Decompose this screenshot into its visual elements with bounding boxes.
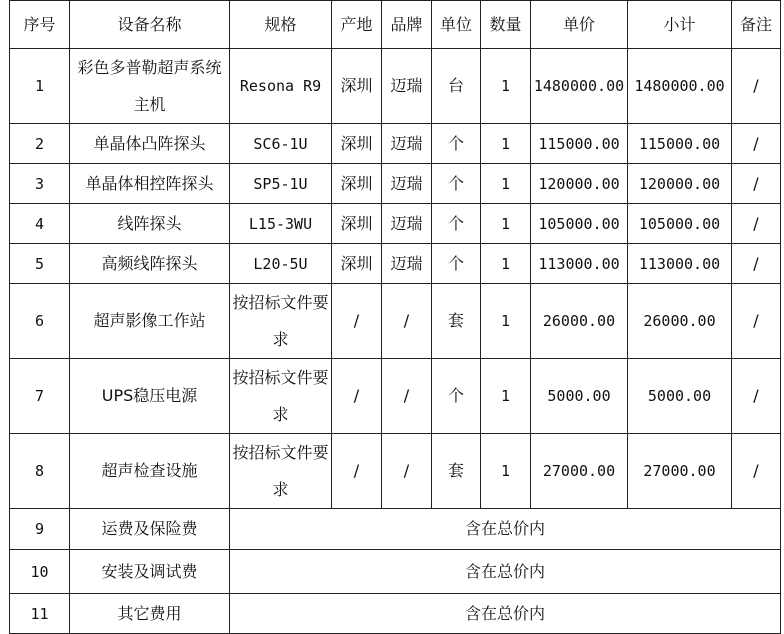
row-no: 5 (10, 244, 70, 284)
row-no: 6 (10, 284, 70, 359)
row-price: 1480000.00 (531, 49, 628, 124)
row-note: / (732, 284, 781, 359)
fee-no: 10 (10, 550, 70, 594)
fee-text: 含在总价内 (230, 509, 781, 550)
header-cell: 设备名称 (70, 1, 230, 49)
table-row (10, 164, 781, 204)
row-brand: 迈瑞 (382, 244, 432, 284)
row-name: 超声影像工作站 (70, 284, 230, 359)
row-note: / (732, 164, 781, 204)
row-spec: Resona R9 (230, 49, 332, 124)
row-price: 120000.00 (531, 164, 628, 204)
row-spec: L20-5U (230, 244, 332, 284)
row-name: 彩色多普勒超声系统主机 (70, 49, 230, 124)
row-unit: 个 (432, 244, 481, 284)
row-origin: 深圳 (332, 164, 382, 204)
row-spec: SC6-1U (230, 124, 332, 164)
header-cell: 规格 (230, 1, 332, 49)
row-spec: 按招标文件要求 (230, 359, 332, 434)
row-unit: 套 (432, 434, 481, 509)
row-qty: 1 (481, 49, 531, 124)
row-brand: / (382, 359, 432, 434)
row-note: / (732, 434, 781, 509)
row-no: 2 (10, 124, 70, 164)
table-row (10, 204, 781, 244)
row-qty: 1 (481, 204, 531, 244)
row-origin: 深圳 (332, 124, 382, 164)
row-origin: 深圳 (332, 49, 382, 124)
row-price: 27000.00 (531, 434, 628, 509)
row-spec: SP5-1U (230, 164, 332, 204)
row-unit: 个 (432, 164, 481, 204)
row-brand: / (382, 434, 432, 509)
header-cell: 单价 (531, 1, 628, 49)
row-brand: 迈瑞 (382, 124, 432, 164)
row-origin: 深圳 (332, 204, 382, 244)
row-unit: 套 (432, 284, 481, 359)
row-origin: 深圳 (332, 244, 382, 284)
header-cell: 序号 (10, 1, 70, 49)
row-name: 超声检查设施 (70, 434, 230, 509)
row-spec: 按招标文件要求 (230, 434, 332, 509)
row-price: 115000.00 (531, 124, 628, 164)
row-unit: 个 (432, 124, 481, 164)
row-qty: 1 (481, 284, 531, 359)
row-subtotal: 27000.00 (628, 434, 732, 509)
row-note: / (732, 49, 781, 124)
table-header-row (10, 1, 781, 49)
row-subtotal: 113000.00 (628, 244, 732, 284)
fee-row (10, 550, 781, 594)
row-no: 8 (10, 434, 70, 509)
fee-name: 安装及调试费 (70, 550, 230, 594)
header-cell: 品牌 (382, 1, 432, 49)
row-note: / (732, 359, 781, 434)
row-qty: 1 (481, 124, 531, 164)
row-name: UPS稳压电源 (70, 359, 230, 434)
row-price: 5000.00 (531, 359, 628, 434)
fee-text: 含在总价内 (230, 594, 781, 634)
row-price: 26000.00 (531, 284, 628, 359)
table-row (10, 359, 781, 434)
row-unit: 个 (432, 204, 481, 244)
row-name: 单晶体凸阵探头 (70, 124, 230, 164)
row-subtotal: 5000.00 (628, 359, 732, 434)
fee-text: 含在总价内 (230, 550, 781, 594)
row-qty: 1 (481, 244, 531, 284)
row-spec: 按招标文件要求 (230, 284, 332, 359)
row-origin: / (332, 284, 382, 359)
row-qty: 1 (481, 164, 531, 204)
row-name: 线阵探头 (70, 204, 230, 244)
header-cell: 数量 (481, 1, 531, 49)
row-brand: / (382, 284, 432, 359)
table-row (10, 244, 781, 284)
row-note: / (732, 204, 781, 244)
row-qty: 1 (481, 434, 531, 509)
row-subtotal: 115000.00 (628, 124, 732, 164)
fee-name: 其它费用 (70, 594, 230, 634)
row-qty: 1 (481, 359, 531, 434)
row-no: 7 (10, 359, 70, 434)
header-cell: 产地 (332, 1, 382, 49)
table-row (10, 434, 781, 509)
row-brand: 迈瑞 (382, 164, 432, 204)
row-price: 113000.00 (531, 244, 628, 284)
row-name: 高频线阵探头 (70, 244, 230, 284)
row-name: 单晶体相控阵探头 (70, 164, 230, 204)
row-no: 1 (10, 49, 70, 124)
row-price: 105000.00 (531, 204, 628, 244)
table-row (10, 124, 781, 164)
table-row (10, 49, 781, 124)
header-cell: 备注 (732, 1, 781, 49)
equipment-price-table (9, 0, 781, 634)
row-subtotal: 1480000.00 (628, 49, 732, 124)
row-spec: L15-3WU (230, 204, 332, 244)
row-note: / (732, 244, 781, 284)
fee-name: 运费及保险费 (70, 509, 230, 550)
row-brand: 迈瑞 (382, 204, 432, 244)
row-subtotal: 26000.00 (628, 284, 732, 359)
row-origin: / (332, 359, 382, 434)
fee-row (10, 509, 781, 550)
row-unit: 个 (432, 359, 481, 434)
header-cell: 小计 (628, 1, 732, 49)
fee-no: 11 (10, 594, 70, 634)
table-row (10, 284, 781, 359)
row-subtotal: 120000.00 (628, 164, 732, 204)
row-note: / (732, 124, 781, 164)
fee-no: 9 (10, 509, 70, 550)
row-no: 3 (10, 164, 70, 204)
row-subtotal: 105000.00 (628, 204, 732, 244)
row-unit: 台 (432, 49, 481, 124)
row-origin: / (332, 434, 382, 509)
row-brand: 迈瑞 (382, 49, 432, 124)
header-cell: 单位 (432, 1, 481, 49)
row-no: 4 (10, 204, 70, 244)
